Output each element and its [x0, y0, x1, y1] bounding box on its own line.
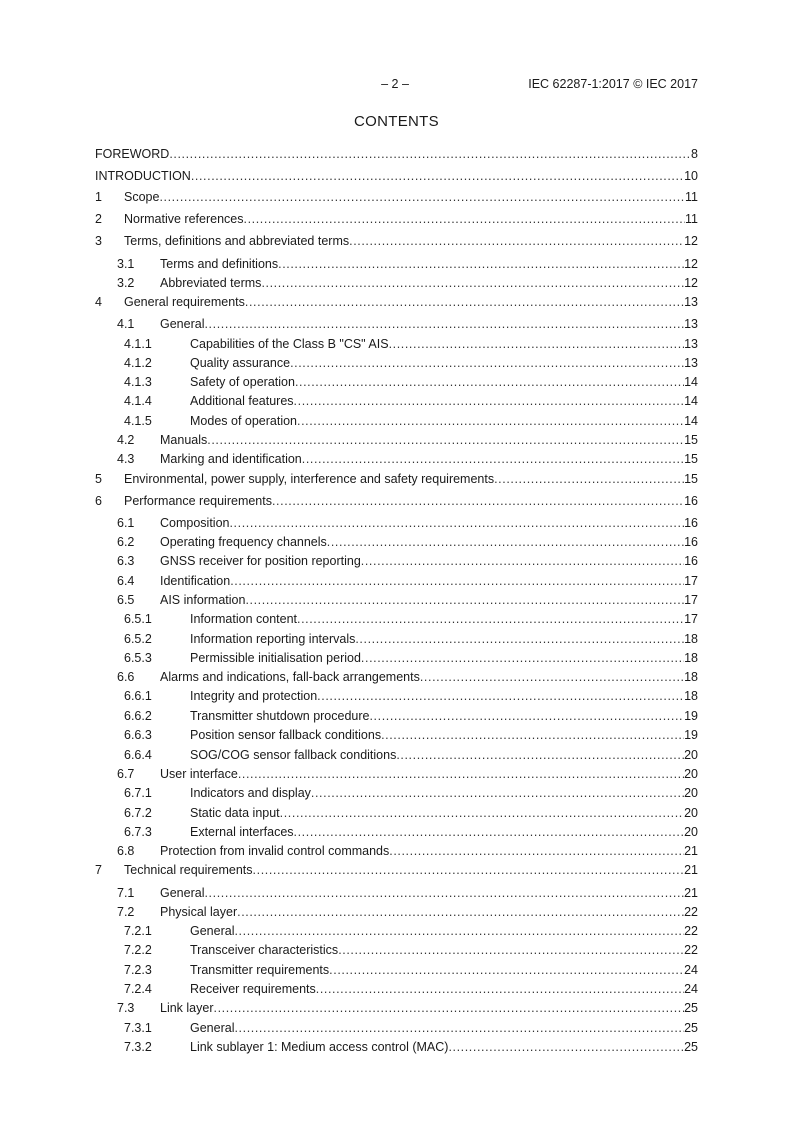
- dot-leader: [381, 727, 684, 743]
- dot-leader: [327, 534, 684, 550]
- toc-entry[interactable]: [95, 708, 698, 724]
- dot-leader: [245, 592, 684, 608]
- dot-leader: [448, 1039, 684, 1055]
- toc-entry-number: 6.7.2: [124, 806, 152, 820]
- toc-entry-title: Abbreviated terms: [160, 276, 262, 290]
- toc-entry-page: 15: [684, 433, 698, 447]
- toc-entry-number: 4.1: [117, 317, 135, 331]
- toc-entry[interactable]: [95, 553, 698, 569]
- dot-leader: [214, 1000, 685, 1016]
- toc-entry-title: Modes of operation: [190, 414, 298, 428]
- dot-leader: [311, 785, 684, 801]
- toc-entry-title: Operating frequency channels: [160, 535, 327, 549]
- toc-entry-page: 17: [684, 612, 698, 626]
- toc-entry-title: Quality assurance: [190, 356, 291, 370]
- toc-entry-number: 6.5.1: [124, 612, 152, 626]
- toc-entry[interactable]: [95, 515, 698, 531]
- toc-entry-number: 7.2: [117, 905, 135, 919]
- toc-entry-page: 21: [684, 886, 698, 900]
- toc-entry-title: Transmitter shutdown procedure: [190, 709, 370, 723]
- toc-entry-title: General: [160, 886, 205, 900]
- toc-entry-page: 20: [684, 786, 698, 800]
- toc-entry[interactable]: [95, 942, 698, 958]
- toc-entry-number: 6.6: [117, 670, 135, 684]
- toc-entry[interactable]: [95, 275, 698, 291]
- toc-entry-number: 6.1: [117, 516, 135, 530]
- toc-entry-number: 6.2: [117, 535, 135, 549]
- toc-entry-number: 7.2.2: [124, 943, 152, 957]
- toc-entry-title: Marking and identification: [160, 452, 302, 466]
- contents-heading: CONTENTS: [354, 113, 439, 130]
- toc-entry-number: 7: [95, 863, 102, 877]
- toc-entry[interactable]: [95, 904, 698, 920]
- toc-entry-title: SOG/COG sensor fallback conditions: [190, 748, 397, 762]
- toc-entry-number: 6.6.1: [124, 689, 152, 703]
- toc-entry[interactable]: [95, 592, 698, 608]
- toc-entry-number: 3.2: [117, 276, 135, 290]
- toc-entry-title: Safety of operation: [190, 375, 295, 389]
- toc-entry-number: 3.1: [117, 257, 135, 271]
- dot-leader: [234, 1020, 684, 1036]
- toc-entry-page: 22: [684, 924, 698, 938]
- dot-leader: [317, 688, 684, 704]
- toc-entry-number: 7.3: [117, 1001, 135, 1015]
- toc-entry-page: 18: [684, 689, 698, 703]
- toc-entry[interactable]: [95, 233, 698, 249]
- toc-entry-title: Receiver requirements: [190, 982, 316, 996]
- toc-entry-page: 17: [684, 593, 698, 607]
- dot-leader: [244, 211, 686, 227]
- toc-entry-title: General: [190, 1021, 235, 1035]
- toc-entry-number: 4.1.2: [124, 356, 152, 370]
- dot-leader: [280, 805, 684, 821]
- toc-entry-number: 6.6.4: [124, 748, 152, 762]
- dot-leader: [349, 233, 684, 249]
- toc-entry-title: External interfaces: [190, 825, 294, 839]
- toc-entry[interactable]: [95, 843, 698, 859]
- document-id: IEC 62287-1:2017 © IEC 2017: [528, 77, 698, 91]
- toc-entry-page: 25: [684, 1021, 698, 1035]
- toc-entry[interactable]: [95, 650, 698, 666]
- toc-entry[interactable]: [95, 374, 698, 390]
- toc-entry-page: 19: [684, 728, 698, 742]
- toc-entry-number: 6.3: [117, 554, 135, 568]
- toc-entry[interactable]: [95, 316, 698, 332]
- toc-entry[interactable]: [95, 862, 698, 878]
- toc-entry-title: Information reporting intervals: [190, 632, 356, 646]
- page-number: – 2 –: [381, 77, 409, 91]
- toc-entry-page: 21: [684, 844, 698, 858]
- dot-leader: [294, 824, 685, 840]
- dot-leader: [230, 573, 684, 589]
- toc-entry-page: 15: [684, 452, 698, 466]
- toc-entry-page: 20: [684, 806, 698, 820]
- toc-entry[interactable]: [95, 451, 698, 467]
- dot-leader: [361, 553, 684, 569]
- toc-entry-title: Terms, definitions and abbreviated terms: [124, 234, 350, 248]
- toc-entry-page: 25: [684, 1001, 698, 1015]
- toc-entry-title: Alarms and indications, fall-back arrangements: [160, 670, 420, 684]
- toc-entry-title: Permissible initialisation period: [190, 651, 361, 665]
- dot-leader: [204, 316, 684, 332]
- toc-entry-number: 4.1.5: [124, 414, 152, 428]
- dot-leader: [229, 515, 684, 531]
- toc-entry-page: 21: [684, 863, 698, 877]
- toc-entry-page: 15: [684, 472, 698, 486]
- toc-entry-title: Physical layer: [160, 905, 238, 919]
- dot-leader: [238, 766, 684, 782]
- toc-entry[interactable]: [95, 981, 698, 997]
- toc-entry-title: Performance requirements: [124, 494, 272, 508]
- toc-entry-number: 6.5: [117, 593, 135, 607]
- toc-entry-title: Link sublayer 1: Medium access control (MAC): [190, 1040, 449, 1054]
- toc-entry[interactable]: [95, 211, 698, 227]
- dot-leader: [329, 962, 684, 978]
- toc-entry[interactable]: [95, 256, 698, 272]
- toc-entry-page: 18: [684, 632, 698, 646]
- dot-leader: [338, 942, 684, 958]
- toc-entry-number: 7.3.1: [124, 1021, 152, 1035]
- toc-entry-title: Capabilities of the Class B "CS" AIS: [190, 337, 389, 351]
- toc-entry-number: 1: [95, 190, 102, 204]
- toc-entry[interactable]: [95, 824, 698, 840]
- toc-entry[interactable]: [95, 573, 698, 589]
- toc-entry-title: Additional features: [190, 394, 294, 408]
- toc-entry[interactable]: [95, 669, 698, 685]
- toc-entry-number: 5: [95, 472, 102, 486]
- toc-entry-page: 13: [684, 337, 698, 351]
- toc-entry[interactable]: [95, 688, 698, 704]
- toc-entry-number: 4.2: [117, 433, 135, 447]
- dot-leader: [290, 355, 684, 371]
- toc-entry[interactable]: [95, 432, 698, 448]
- toc-entry[interactable]: [95, 923, 698, 939]
- dot-leader: [204, 885, 684, 901]
- toc-entry-page: 11: [685, 212, 698, 226]
- toc-entry-number: 7.2.4: [124, 982, 152, 996]
- toc-entry-page: 11: [685, 190, 698, 204]
- toc-entry-page: 22: [684, 905, 698, 919]
- toc-entry[interactable]: [95, 805, 698, 821]
- dot-leader: [278, 256, 684, 272]
- toc-entry-number: 3: [95, 234, 102, 248]
- toc-entry-page: 17: [684, 574, 698, 588]
- toc-entry[interactable]: [95, 727, 698, 743]
- dot-leader: [316, 981, 684, 997]
- dot-leader: [272, 493, 684, 509]
- dot-leader: [294, 393, 685, 409]
- toc-entry-page: 13: [684, 317, 698, 331]
- dot-leader: [396, 747, 684, 763]
- toc-entry-page: 22: [684, 943, 698, 957]
- toc-entry[interactable]: [95, 1020, 698, 1036]
- toc-entry-number: 6.5.3: [124, 651, 152, 665]
- toc-entry-page: 16: [684, 554, 698, 568]
- toc-entry-title: Position sensor fallback conditions: [190, 728, 382, 742]
- dot-leader: [361, 650, 684, 666]
- toc-entry-title: Composition: [160, 516, 230, 530]
- toc-entry-number: 6.7.3: [124, 825, 152, 839]
- dot-leader: [295, 374, 684, 390]
- toc-entry-page: 14: [684, 375, 698, 389]
- toc-entry-number: 4.1.4: [124, 394, 152, 408]
- dot-leader: [245, 294, 684, 310]
- toc-entry[interactable]: [95, 146, 698, 162]
- dot-leader: [253, 862, 685, 878]
- toc-entry-page: 13: [684, 295, 698, 309]
- toc-entry-page: 24: [684, 982, 698, 996]
- dot-leader: [389, 843, 684, 859]
- dot-leader: [302, 451, 684, 467]
- toc-entry-number: 7.2.3: [124, 963, 152, 977]
- toc-entry-page: 12: [684, 257, 698, 271]
- toc-entry-page: 14: [684, 414, 698, 428]
- toc-entry-number: 7.2.1: [124, 924, 152, 938]
- toc-entry-number: 6.6.3: [124, 728, 152, 742]
- toc-entry-title: Information content: [190, 612, 298, 626]
- toc-entry-title: Manuals: [160, 433, 208, 447]
- toc-entry-number: 7.1: [117, 886, 135, 900]
- toc-entry-title: Indicators and display: [190, 786, 311, 800]
- toc-entry-page: 18: [684, 670, 698, 684]
- dot-leader: [159, 189, 685, 205]
- toc-entry[interactable]: [95, 631, 698, 647]
- toc-entry-number: 6.7: [117, 767, 135, 781]
- toc-entry-title: AIS information: [160, 593, 246, 607]
- toc-entry-page: 10: [684, 169, 698, 183]
- toc-entry-number: 2: [95, 212, 102, 226]
- toc-entry-number: 6: [95, 494, 102, 508]
- dot-leader: [297, 413, 684, 429]
- toc-entry[interactable]: [95, 294, 698, 310]
- toc-entry-title: User interface: [160, 767, 238, 781]
- dot-leader: [237, 904, 684, 920]
- dot-leader: [389, 336, 685, 352]
- toc-entry-page: 19: [684, 709, 698, 723]
- toc-entry-title: GNSS receiver for position reporting: [160, 554, 361, 568]
- dot-leader: [420, 669, 684, 685]
- toc-entry-number: 4: [95, 295, 102, 309]
- toc-entry-page: 16: [684, 516, 698, 530]
- toc-entry[interactable]: [95, 747, 698, 763]
- toc-entry-title: General requirements: [124, 295, 245, 309]
- toc-entry-title: Environmental, power supply, interference and safety requirements: [124, 472, 495, 486]
- toc-entry-page: 12: [684, 276, 698, 290]
- toc-entry-title: FOREWORD: [95, 147, 170, 161]
- toc-entry-title: Identification: [160, 574, 231, 588]
- dot-leader: [234, 923, 684, 939]
- toc-entry-page: 18: [684, 651, 698, 665]
- dot-leader: [169, 146, 691, 162]
- toc-entry-number: 6.8: [117, 844, 135, 858]
- dot-leader: [191, 168, 684, 184]
- toc-entry[interactable]: [95, 1039, 698, 1055]
- toc-entry-number: 6.4: [117, 574, 135, 588]
- toc-entry[interactable]: [95, 1000, 698, 1016]
- toc-entry-page: 16: [684, 535, 698, 549]
- toc-entry-page: 24: [684, 963, 698, 977]
- dot-leader: [494, 471, 684, 487]
- dot-leader: [261, 275, 684, 291]
- toc-entry-number: 6.6.2: [124, 709, 152, 723]
- toc-entry-title: Transceiver characteristics: [190, 943, 339, 957]
- toc-entry[interactable]: [95, 393, 698, 409]
- toc-entry-page: 20: [684, 767, 698, 781]
- toc-entry-title: Static data input: [190, 806, 280, 820]
- toc-entry-number: 6.5.2: [124, 632, 152, 646]
- toc-entry-title: General: [190, 924, 235, 938]
- toc-entry-title: Scope: [124, 190, 160, 204]
- toc-entry-number: 4.1.1: [124, 337, 152, 351]
- toc-entry[interactable]: [95, 189, 698, 205]
- toc-entry[interactable]: [95, 471, 698, 487]
- toc-entry-number: 7.3.2: [124, 1040, 152, 1054]
- toc-entry-page: 8: [691, 147, 698, 161]
- toc-entry-title: General: [160, 317, 205, 331]
- toc-entry[interactable]: [95, 962, 698, 978]
- toc-entry-title: Link layer: [160, 1001, 214, 1015]
- dot-leader: [355, 631, 684, 647]
- toc-entry[interactable]: [95, 766, 698, 782]
- toc-entry[interactable]: [95, 885, 698, 901]
- toc-entry-page: 20: [684, 825, 698, 839]
- toc-entry[interactable]: [95, 413, 698, 429]
- toc-entry-page: 20: [684, 748, 698, 762]
- toc-entry-title: Normative references: [124, 212, 244, 226]
- toc-entry-title: Protection from invalid control commands: [160, 844, 390, 858]
- toc-entry-number: 4.1.3: [124, 375, 152, 389]
- toc-entry-title: Technical requirements: [124, 863, 253, 877]
- dot-leader: [207, 432, 684, 448]
- toc-entry[interactable]: [95, 336, 698, 352]
- toc-entry-number: 4.3: [117, 452, 135, 466]
- toc-entry-page: 25: [684, 1040, 698, 1054]
- toc-entry[interactable]: [95, 355, 698, 371]
- toc-entry-page: 16: [684, 494, 698, 508]
- toc-entry-title: Terms and definitions: [160, 257, 279, 271]
- dot-leader: [369, 708, 684, 724]
- toc-entry[interactable]: [95, 534, 698, 550]
- toc-entry-title: Integrity and protection: [190, 689, 318, 703]
- toc-entry[interactable]: [95, 493, 698, 509]
- toc-entry-page: 14: [684, 394, 698, 408]
- toc-entry-page: 12: [684, 234, 698, 248]
- toc-entry[interactable]: [95, 168, 698, 184]
- toc-entry[interactable]: [95, 785, 698, 801]
- dot-leader: [297, 611, 684, 627]
- toc-entry[interactable]: [95, 611, 698, 627]
- toc-entry-page: 13: [684, 356, 698, 370]
- toc-entry-number: 6.7.1: [124, 786, 152, 800]
- toc-entry-title: Transmitter requirements: [190, 963, 330, 977]
- toc-entry-title: INTRODUCTION: [95, 169, 191, 183]
